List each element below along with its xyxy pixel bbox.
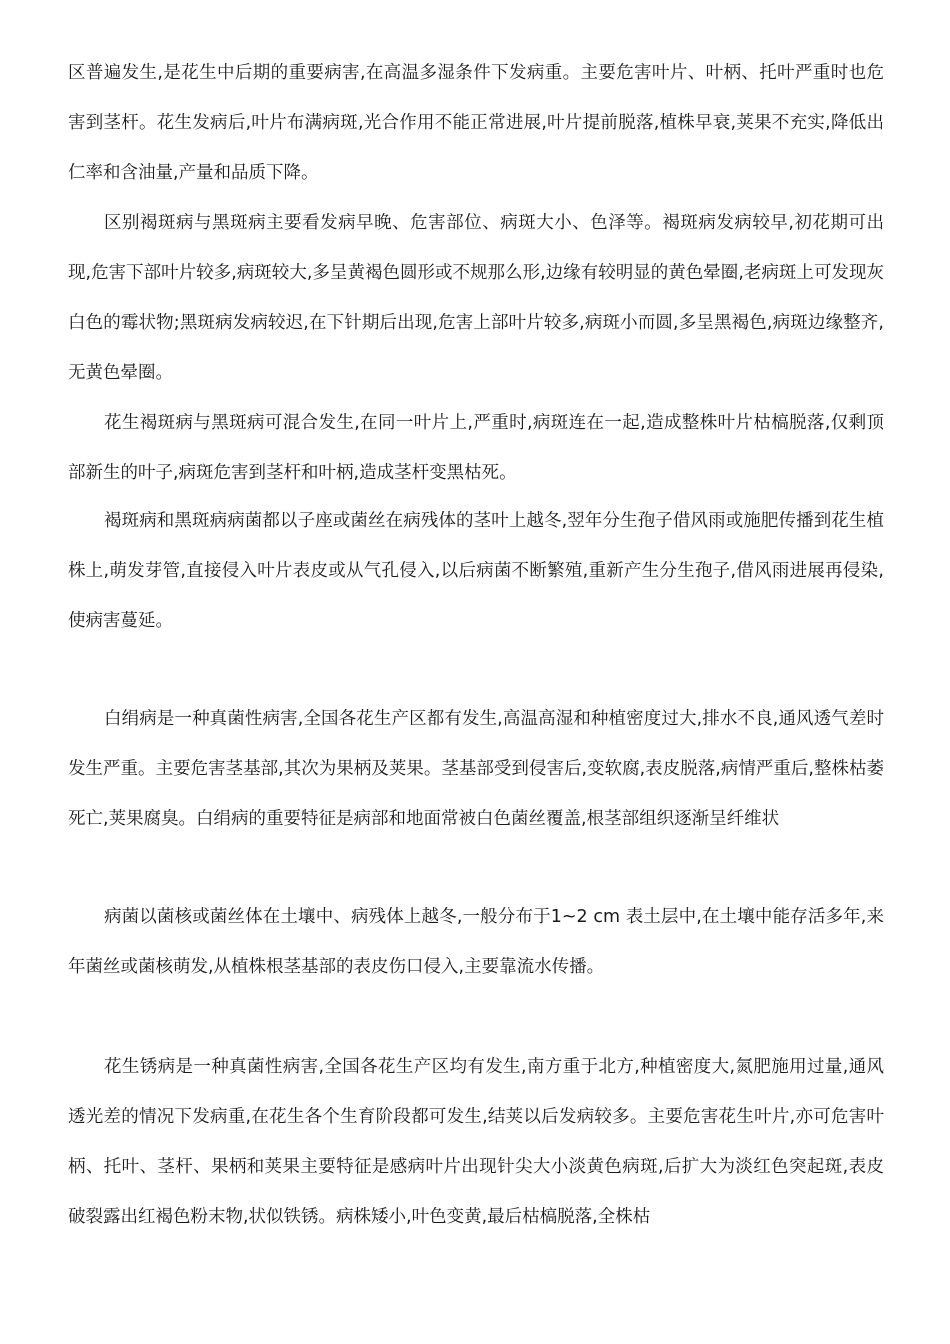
paragraph-white-mold: 白绢病是一种真菌性病害,全国各花生产区都有发生,高温高湿和种植密度过大,排水不良,通风透气差时发生严重。主要危害茎基部,其次为果柄及荚果。茎基部受到侵害后,变软腐,表皮脱落,病情严重后,整株枯萎死亡,荚果腐臭。白绢病的重要特征是病部和地面常被白色菌丝覆盖,根茎部组织逐渐呈纤维状: [68, 709, 884, 829]
paragraph-rust: 花生锈病是一种真菌性病害,全国各花生产区均有发生,南方重于北方,种植密度大,氮肥施用过量,通风透光差的情况下发病重,在花生各个生育阶段都可发生,结荚以后发病较多。主要危害花生叶片,亦可危害叶柄、托叶、茎杆、果柄和荚果主要特征是感病叶片出现针尖大小淡黄色病斑,后扩大为淡红色突起斑,表皮破裂露出红褐色粉末物,状似铁锈。病株矮小,叶色变黄,最后枯槁脱落,全株枯: [68, 1057, 884, 1227]
paragraph-overwintering-spread: 褐斑病和黑斑病病菌都以子座或菌丝在病残体的茎叶上越冬,翌年分生孢子借风雨或施肥传播到花生植株上,萌发芽管,直接侵入叶片表皮或从气孔侵入,以后病菌不断繁殖,重新产生分生孢子,借风雨进展再侵染,使病害蔓延。: [68, 511, 884, 631]
paragraph-white-mold-pathogen: 病菌以菌核或菌丝体在土壤中、病残体上越冬,一般分布于1~2 cm 表土层中,在土壤中能存活多年,来年菌丝或菌核萌发,从植株根茎基部的表皮伤口侵入,主要靠流水传播。: [68, 907, 884, 977]
paragraph-leaf-spot-overview: 区普遍发生,是花生中后期的重要病害,在高温多湿条件下发病重。主要危害叶片、叶柄、托叶严重时也危害到茎杆。花生发病后,叶片布满病斑,光合作用不能正常进展,叶片提前脱落,植株早衰,荚果不充实,降低出仁率和含油量,产量和品质下降。: [68, 63, 884, 183]
paragraph-distinguish-brown-black-spot: 区别褐斑病与黑斑病主要看发病早晚、危害部位、病斑大小、色泽等。褐斑病发病较早,初花期可出现,危害下部叶片较多,病斑较大,多呈黄褐色圆形或不规那么形,边缘有较明显的黄色晕圈,老病斑上可发现灰白色的霉状物;黑斑病发病较迟,在下针期后出现,危害上部叶片较多,病斑小而圆,多呈黑褐色,病斑边缘整齐,无黄色晕圈。: [68, 213, 884, 383]
paragraph-mixed-occurrence: 花生褐斑病与黑斑病可混合发生,在同一叶片上,严重时,病斑连在一起,造成整株叶片枯槁脱落,仅剩顶部新生的叶子,病斑危害到茎杆和叶柄,造成茎杆变黑枯死。: [68, 413, 884, 483]
